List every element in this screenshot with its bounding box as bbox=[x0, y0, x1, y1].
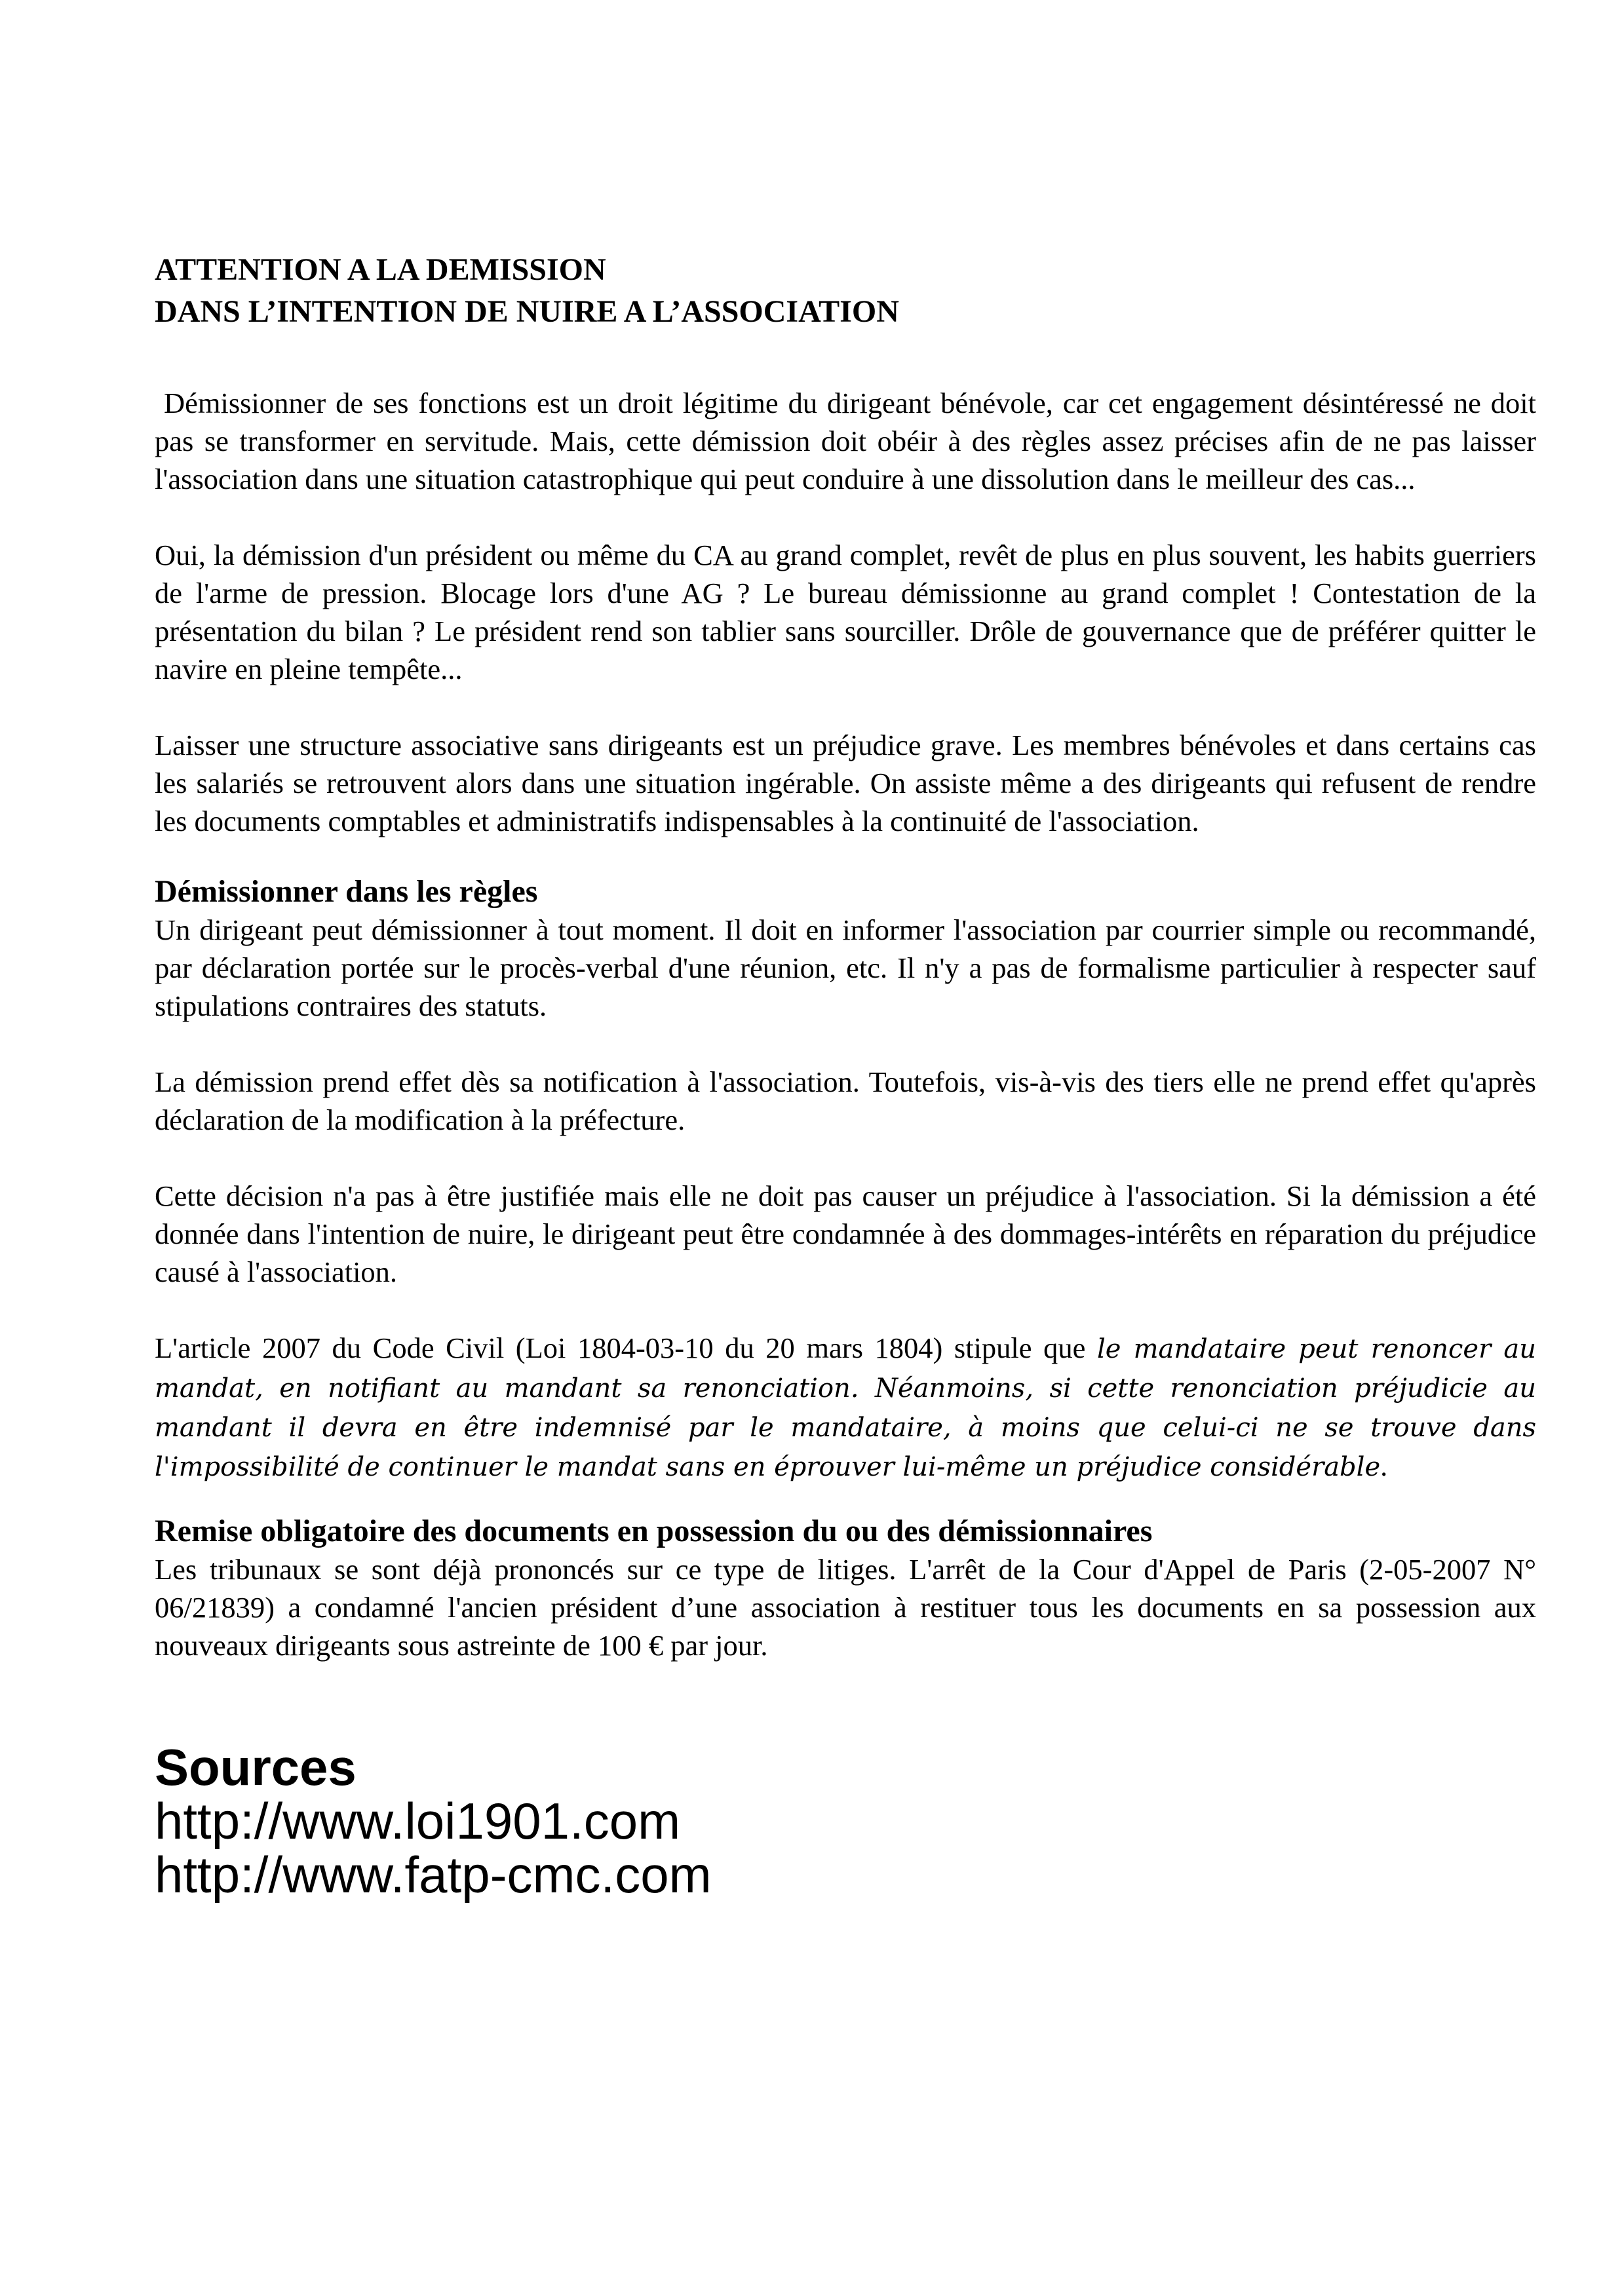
title-line-2: DANS L’INTENTION DE NUIRE A L’ASSOCIATION bbox=[155, 294, 899, 329]
paragraph-pressure: Oui, la démission d'un président ou même du CA au grand complet, revêt de plus en plus souvent, les habits guerriers de l'arme de pression. Blocage lors d'une AG ? Le bureau démissionne au grand complet ! Contestation de la présentation du bilan ? Le président rend son tablier sans sourciller. Drôle de gouvernance que de préférer quitter le navire en pleine tempête... bbox=[155, 539, 1536, 685]
sources-block bbox=[155, 1740, 1536, 1902]
sources-label: Sources bbox=[155, 1738, 357, 1796]
civil-code-end: . bbox=[1380, 1449, 1388, 1482]
paragraph-intent-to-harm: Cette décision n'a pas à être justifiée mais elle ne doit pas causer un préjudice à l'association. Si la démission a été donnée dans l'intention de nuire, le dirigeant peut être condamnée à des dommages-intérêts en réparation du préjudice causé à l'association. bbox=[155, 1179, 1536, 1288]
source-link[interactable]: http://www.loi1901.com bbox=[155, 1792, 681, 1850]
document-title bbox=[155, 249, 1536, 333]
section-heading-documents: Remise obligatoire des documents en possession du ou des démissionnaires bbox=[155, 1514, 1153, 1548]
paragraph-effect: La démission prend effet dès sa notification à l'association. Toutefois, vis-à-vis des tiers elle ne prend effet qu'après déclaration de la modification à la préfecture. bbox=[155, 1065, 1536, 1136]
section-heading-rules: Démissionner dans les règles bbox=[155, 874, 538, 909]
paragraph-civil-code bbox=[155, 1329, 1536, 1486]
document-page bbox=[155, 249, 1536, 1902]
source-link[interactable]: http://www.fatp-cmc.com bbox=[155, 1846, 712, 1904]
paragraph-resign-anytime: Un dirigeant peut démissionner à tout moment. Il doit en informer l'association par courrier simple ou recommandé, par déclaration portée sur le procès-verbal d'une réunion, etc. Il n'y a pas de formalisme particulier à respecter sauf stipulations contraires des statuts. bbox=[155, 913, 1536, 1022]
paragraph-prejudice: Laisser une structure associative sans dirigeants est un préjudice grave. Les membres bénévoles et dans certains cas les salariés se retrouvent alors dans une situation ingérable. On assiste même a des dirigeants qui refusent de rendre les documents comptables et administratifs indispensables à la continuité de l'association. bbox=[155, 729, 1536, 837]
intro-paragraph: Démissionner de ses fonctions est un droit légitime du dirigeant bénévole, car cet engagement désintéressé ne doit pas se transformer en servitude. Mais, cette démission doit obéir à des règles assez précises afin de ne pas laisser l'association dans une situation catastrophique qui peut conduire à une dissolution dans le meilleur des cas... bbox=[155, 387, 1536, 495]
paragraph-court-ruling: Les tribunaux se sont déjà prononcés sur ce type de litiges. L'arrêt de la Cour d'Appel de Paris (2-05-2007 N° 06/21839) a condamné l'ancien président d’une association à restituer tous les documents en sa possession aux nouveaux dirigeants sous astreinte de 100 € par jour. bbox=[155, 1553, 1536, 1662]
civil-code-lead: L'article 2007 du Code Civil (Loi 1804-03-10 du 20 mars 1804) stipule que bbox=[155, 1331, 1097, 1364]
title-line-1: ATTENTION A LA DEMISSION bbox=[155, 252, 606, 287]
civil-code-quote: le mandataire peut renoncer au mandat, en notifiant au mandant sa renonciation. Néanmoins, si cette renonciation préjudicie au mandant il devra en être indemnisé par le mandataire, à moins que celui-ci ne se trouve dans l'impossibilité de continuer le mandat sans en éprouver lui-même un préjudice considérable bbox=[155, 1334, 1536, 1482]
